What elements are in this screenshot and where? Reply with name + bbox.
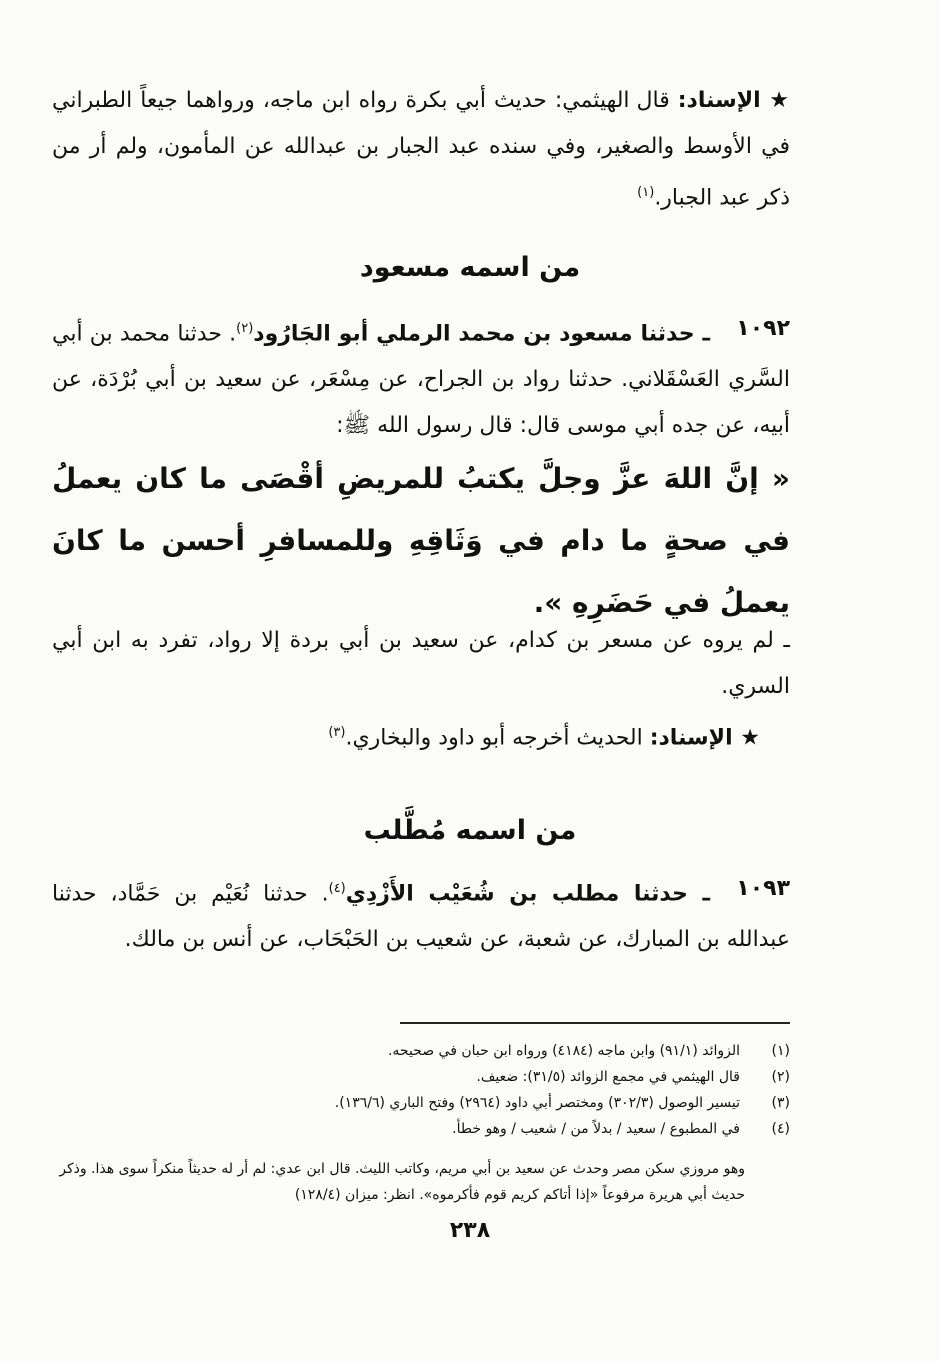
- hadith-1092-isnad-note: [52, 710, 760, 761]
- isnad-label: ★ الإسناد:: [649, 725, 760, 751]
- footnote-ref-1: (١): [637, 185, 655, 200]
- footnote-number: (٣): [771, 1095, 790, 1111]
- hadith-number-1093: ١٠٩٣: [736, 876, 790, 901]
- footnote-number: (١): [771, 1043, 790, 1059]
- footnote-ref-2: (٢): [236, 321, 254, 336]
- footnote-item: [60, 1090, 790, 1116]
- footnote-divider: [400, 1022, 790, 1024]
- hadith-1092-note: ـ لم يروه عن مسعر بن كدام، عن سعيد بن أبي بردة إلا رواد، تفرد به ابن أبي السري.: [52, 628, 790, 699]
- footnote-text: الزوائد (٩١/١) وابن ماجه (٤١٨٤) ورواه ابن حبان في صحيحه.: [387, 1043, 740, 1059]
- isnad-label: ★ الإسناد:: [677, 88, 790, 113]
- footnote-number: (٤): [771, 1121, 790, 1137]
- hadith-number-1092: ١٠٩٢: [736, 316, 790, 341]
- section-title-muttalib: من اسمه مُطَّلب: [363, 815, 577, 846]
- footnote-number: (٢): [771, 1069, 790, 1085]
- footnote-ref-4: (٤): [328, 881, 346, 896]
- footnote-continuation: وهو مروزي سكن مصر وحدث عن سعيد بن أبي مريم، وكاتب الليث. قال ابن عدي: لم أر له حديثاً منكراً سوى هذا. وذكر حديث أبي هريرة مرفوعاً «إذا أتاكم كريم قوم فأكرموه». انظر: ميزان (١٢٨/٤): [59, 1161, 745, 1203]
- hadith-1093-isnad: [52, 866, 790, 963]
- footnote-text: قال الهيثمي في مجمع الزوائد (٣١/٥): ضعيف.: [476, 1069, 740, 1085]
- footnote-text: تيسير الوصول (٣٠٢/٣) ومختصر أبي داود (٢٩٦٤) وفتح الباري (١٣٦/٦).: [334, 1095, 740, 1111]
- footnote-item: [60, 1038, 790, 1064]
- footnote-item: [60, 1116, 790, 1142]
- hadith-1092-text-a: ـ حدثنا مسعود بن محمد الرملي أبو الجَارُود: [253, 321, 710, 347]
- hadith-1093-text-b: . حدثنا نُعَيْم بن حَمَّاد، حدثنا عبدالله بن المبارك، عن شعبة، عن شعيب بن الحَبْحَاب، عن أنس بن مالك.: [52, 881, 790, 953]
- page-number: ٢٣٨: [449, 1218, 491, 1243]
- footnotes-list: [60, 1038, 790, 1142]
- isnad-text: الحديث أخرجه أبو داود والبخاري.: [345, 725, 643, 751]
- hadith-1092-text-b: . حدثنا محمد بن أبي السَّري العَسْقَلاني. حدثنا رواد بن الجراح، عن مِسْعَر، عن سعيد بن أبي بُرْدَة، عن أبيه، عن جده أبي موسى قال: قال رسول الله ﷺ:: [52, 321, 790, 439]
- hadith-1093-text-a: ـ حدثنا مطلب بن شُعَيْب الأَزْدِي: [345, 881, 710, 907]
- footnote-ref-3: (٣): [328, 725, 346, 740]
- hadith-1092-matn: « إنَّ اللهَ عزَّ وجلَّ يكتبُ للمريضِ أقْصَى ما كان يعملُ في صحةٍ ما دام في وَثَاقِهِ وللمسافرِ أحسن ما كانَ يعملُ في حَضَرِهِ ».: [52, 462, 790, 619]
- intro-text: قال الهيثمي: حديث أبي بكرة رواه ابن ماجه، ورواهما جيعاً الطبراني في الأوسط والصغير، وفي سنده عبد الجبار بن عبدالله عن المأمون، ولم أر من ذكر عبد الجبار.: [52, 88, 790, 211]
- intro-paragraph: [52, 78, 790, 221]
- hadith-1092-isnad: [52, 306, 790, 449]
- footnote-item: [60, 1064, 790, 1090]
- section-title-masud: من اسمه مسعود: [359, 252, 581, 283]
- footnote-text: في المطبوع / سعيد / بدلاً من / شعيب / وهو خطأ.: [452, 1121, 740, 1137]
